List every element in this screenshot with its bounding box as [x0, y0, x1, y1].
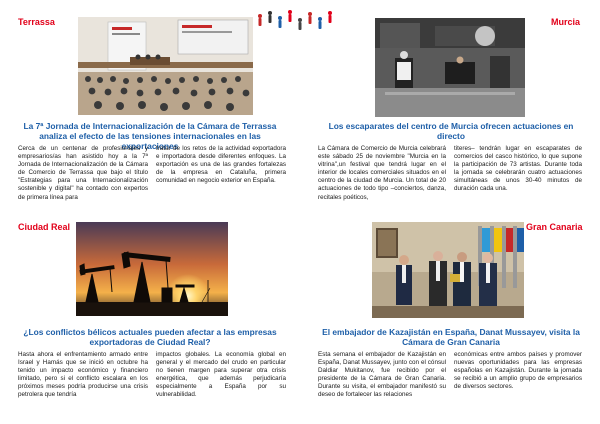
region-label-terrassa: Terrassa: [18, 17, 55, 27]
people-figures-icon: [256, 8, 336, 34]
ambassador-visit-photo: [372, 222, 524, 318]
murcia-body-col2: titeres– tendrán lugar en escaparates de comercios del casco histórico, lo que supone la participación de 73 artistas. Durante toda la jornada se celebrarán cuatro actuaciones simultáneas de unos 30-40 minutos de duración cada una.: [454, 145, 582, 193]
ciudad-real-headline: ¿Los conflictos bélicos actuales pueden afectar a las empresas exportadoras de Ciudad Real?: [23, 327, 277, 347]
gran-canaria-body-col1: Esta semana el embajador de Kazajistán en España, Danat Mussayev, junto con el cónsul Daldiar Mukitanov, fue recibido por el presidente de la Cámara de Gran Canaria. Durante su visita, el embajador manifestó su deseo de fortalecer las relaciones: [318, 351, 446, 399]
murcia-headline: Los escaparates del centro de Murcia ofrecen actuaciones en directo: [328, 121, 574, 141]
gran-canaria-headline: El embajador de Kazajistán en España, Danat Mussayev, visita la Cámara de Gran Canaria: [322, 327, 580, 347]
ciudad-real-body-col1: Hasta ahora el enfrentamiento armado entre Israel y Hamás que se inició en octubre ha tenido un impacto económico y financiero limitado, pero si el conflicto escalara en los próximos meses podría producirse una crisis petrolera que tendría: [18, 351, 148, 399]
region-label-ciudad-real: Ciudad Real: [18, 222, 71, 232]
region-label-murcia: Murcia: [551, 17, 581, 27]
terrassa-headline: La 7ª Jornada de Internacionalización de la Cámara de Terrassa analiza el efecto de las tensiones internacionales en las exportaciones: [23, 121, 277, 151]
gran-canaria-body-col2: económicas entre ambos países y promover nuevas oportunidades para las empresas españolas en Kazajistán. Durante la jornada se recibió a un amplio grupo de empresarios de diversos sectores.: [454, 351, 582, 391]
region-label-gran-canaria: Gran Canaria: [526, 222, 583, 232]
oil-pumps-sunset-photo: [76, 222, 228, 316]
terrassa-conference-photo: [78, 17, 253, 115]
ciudad-real-body-col2: impactos globales. La economía global en general y el mercado del crudo en particular no tienen margen para superar otra crisis energética, que además perjudicaría especialmente a España por su vulnerabilidad.: [156, 351, 286, 399]
murcia-body-col1: La Cámara de Comercio de Murcia celebrará este sábado 25 de noviembre "Murcia en la vitrina",un festival que tendrá lugar en el interior de locales comerciales situados en el centro de la ciudad de Murcia. Un total de 20 actuaciones de todo tipo –conciertos, danza, recitales poéticos,: [318, 145, 446, 201]
murcia-window-performance-photo: [375, 18, 525, 117]
terrassa-body-col1: Cerca de un centenar de profesionales y empresarios/as han asistido hoy a la 7ª Jornada de Internacionalización de la Cámara de Comercio de Terrassa que bajo el título "Estrategias para una Internacionalización sostenible y digital" ha contado con expertos de primera línea para: [18, 145, 148, 201]
terrassa-body-col2: tratar de los retos de la actividad exportadora e importadora desde diferentes enfoques. La exportación es una de las grandes fortalezas de la empresa en Cataluña, primera comunidad en negocio exterior en España.: [156, 145, 286, 185]
